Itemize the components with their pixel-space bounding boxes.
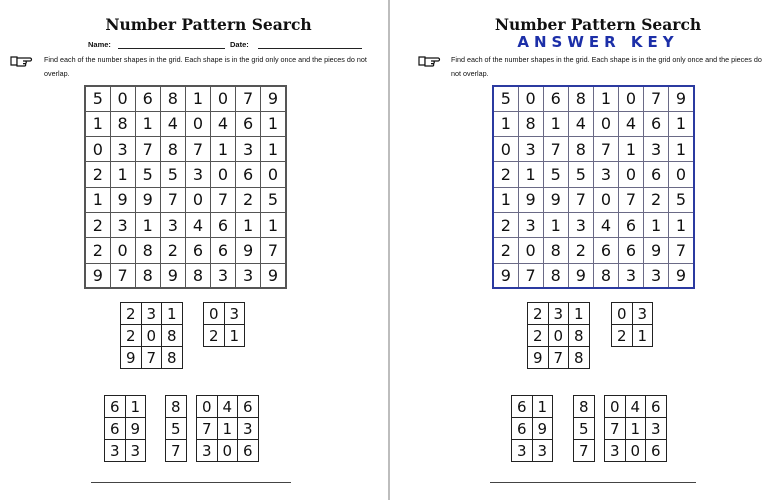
grid-cell: 1 (569, 303, 590, 325)
grid-cell: 1 (543, 111, 568, 136)
grid-cell: 2 (236, 187, 261, 212)
grid-cell: 0 (625, 440, 646, 462)
grid-cell: 6 (236, 162, 261, 187)
grid-cell: 1 (493, 187, 518, 212)
grid-cell: 0 (493, 137, 518, 162)
grid-cell: 4 (618, 111, 643, 136)
grid-cell: 6 (238, 440, 259, 462)
grid-cell: 0 (210, 86, 235, 111)
grid-cell: 6 (543, 86, 568, 111)
name-line[interactable] (118, 48, 225, 49)
grid-cell: 4 (210, 111, 235, 136)
grid-row (105, 440, 146, 462)
grid-row (121, 325, 183, 347)
grid-cell: 5 (135, 162, 160, 187)
grid-cell: 2 (528, 325, 549, 347)
grid-row (85, 263, 286, 288)
grid-cell: 9 (493, 263, 518, 288)
grid-cell: 0 (593, 187, 618, 212)
grid-cell: 2 (493, 212, 518, 237)
grid-cell: 0 (605, 396, 626, 418)
grid-cell: 3 (110, 212, 135, 237)
grid-cell: 6 (105, 396, 126, 418)
grid-cell: 9 (644, 238, 669, 263)
grid-cell: 2 (528, 303, 549, 325)
grid-cell: 7 (197, 418, 218, 440)
grid-cell: 3 (236, 263, 261, 288)
shape-e (604, 395, 667, 462)
grid-cell: 1 (618, 137, 643, 162)
grid-row (493, 86, 694, 111)
grid-row (204, 325, 245, 347)
grid-cell: 0 (518, 86, 543, 111)
grid-row (493, 137, 694, 162)
grid-cell: 8 (160, 137, 185, 162)
grid-cell: 7 (644, 86, 669, 111)
grid-cell: 2 (85, 212, 110, 237)
grid-row (197, 396, 259, 418)
grid-cell: 6 (512, 418, 533, 440)
grid-cell: 4 (593, 212, 618, 237)
grid-cell: 7 (669, 238, 694, 263)
grid-row (105, 396, 146, 418)
grid-row (512, 418, 553, 440)
grid-cell: 1 (593, 86, 618, 111)
grid-row (197, 418, 259, 440)
grid-cell: 5 (568, 162, 593, 187)
grid-cell: 7 (185, 137, 210, 162)
grid-cell: 3 (644, 137, 669, 162)
answer-key-label: ANSWER KEY (517, 33, 679, 51)
grid-cell: 7 (261, 238, 286, 263)
grid-row (574, 396, 595, 418)
grid-row (574, 440, 595, 462)
grid-cell: 8 (593, 263, 618, 288)
grid-cell: 3 (185, 162, 210, 187)
grid-cell: 4 (185, 212, 210, 237)
grid-cell: 6 (644, 111, 669, 136)
grid-cell: 3 (518, 137, 543, 162)
shape-b (203, 302, 245, 347)
grid-cell: 3 (512, 440, 533, 462)
grid-cell: 3 (224, 303, 245, 325)
grid-cell: 1 (518, 162, 543, 187)
grid-cell: 5 (261, 187, 286, 212)
grid-cell: 1 (185, 86, 210, 111)
grid-cell: 9 (110, 187, 135, 212)
grid-row (493, 238, 694, 263)
grid-cell: 3 (644, 263, 669, 288)
grid-row (85, 212, 286, 237)
grid-cell: 8 (110, 111, 135, 136)
grid-cell: 9 (568, 263, 593, 288)
worksheet-title: Number Pattern Search (494, 15, 702, 34)
grid-cell: 6 (185, 238, 210, 263)
shape-e (196, 395, 259, 462)
grid-cell: 2 (612, 325, 633, 347)
grid-cell: 6 (512, 396, 533, 418)
grid-cell: 8 (162, 325, 183, 347)
shape-d (573, 395, 595, 462)
grid-cell: 3 (105, 440, 126, 462)
grid-cell: 0 (217, 440, 238, 462)
grid-cell: 5 (160, 162, 185, 187)
grid-cell: 2 (85, 238, 110, 263)
grid-cell: 0 (210, 162, 235, 187)
grid-cell: 8 (568, 137, 593, 162)
grid-row (512, 440, 553, 462)
date-label: Date: (230, 40, 249, 49)
grid-cell: 2 (644, 187, 669, 212)
grid-cell: 1 (493, 111, 518, 136)
grid-cell: 0 (618, 86, 643, 111)
grid-cell: 6 (646, 396, 667, 418)
grid-cell: 6 (105, 418, 126, 440)
grid-cell: 9 (261, 86, 286, 111)
grid-cell: 9 (669, 86, 694, 111)
grid-cell: 3 (197, 440, 218, 462)
grid-cell: 9 (518, 187, 543, 212)
grid-cell: 3 (646, 418, 667, 440)
grid-cell: 3 (593, 162, 618, 187)
grid-cell: 5 (669, 187, 694, 212)
name-label: Name: (88, 40, 111, 49)
grid-cell: 6 (593, 238, 618, 263)
grid-cell: 7 (210, 187, 235, 212)
grid-cell: 1 (669, 212, 694, 237)
grid-cell: 1 (110, 162, 135, 187)
grid-row (197, 440, 259, 462)
grid-cell: 1 (135, 111, 160, 136)
grid-row (166, 440, 187, 462)
grid-cell: 9 (125, 418, 146, 440)
grid-cell: 3 (618, 263, 643, 288)
shape-a (120, 302, 183, 369)
grid-cell: 7 (518, 263, 543, 288)
grid-cell: 8 (135, 238, 160, 263)
grid-cell: 0 (261, 162, 286, 187)
grid-row (512, 396, 553, 418)
grid-cell: 8 (569, 347, 590, 369)
grid-cell: 8 (543, 238, 568, 263)
grid-cell: 0 (518, 238, 543, 263)
grid-cell: 3 (125, 440, 146, 462)
shape-a (527, 302, 590, 369)
grid-cell: 1 (532, 396, 553, 418)
grid-cell: 0 (593, 111, 618, 136)
grid-cell: 1 (85, 111, 110, 136)
grid-row (85, 86, 286, 111)
grid-cell: 9 (135, 187, 160, 212)
grid-cell: 6 (618, 238, 643, 263)
worksheet-title: Number Pattern Search (105, 15, 312, 34)
grid-row (121, 303, 183, 325)
grid-cell: 4 (160, 111, 185, 136)
grid-cell: 3 (548, 303, 569, 325)
grid-row (85, 111, 286, 136)
grid-cell: 1 (669, 111, 694, 136)
grid-row (166, 418, 187, 440)
grid-cell: 6 (646, 440, 667, 462)
grid-row (605, 440, 667, 462)
grid-cell: 6 (236, 111, 261, 136)
number-grid (84, 85, 287, 289)
grid-cell: 5 (85, 86, 110, 111)
grid-cell: 5 (543, 162, 568, 187)
grid-cell: 8 (166, 396, 187, 418)
grid-cell: 2 (121, 303, 142, 325)
grid-row (85, 187, 286, 212)
answer-line (490, 482, 696, 483)
pointing-hand-icon (418, 54, 442, 68)
grid-cell: 3 (605, 440, 626, 462)
instructions-text: Find each of the number shapes in the grid. Each shape is in the grid only once and the pieces do not overlap. (44, 55, 367, 78)
grid-cell: 0 (141, 325, 162, 347)
grid-cell: 7 (618, 187, 643, 212)
pointing-hand-icon (10, 54, 34, 68)
grid-row (605, 418, 667, 440)
grid-cell: 7 (593, 137, 618, 162)
grid-cell: 4 (625, 396, 646, 418)
grid-cell: 3 (110, 137, 135, 162)
grid-cell: 6 (210, 212, 235, 237)
grid-cell: 9 (543, 187, 568, 212)
grid-row (493, 162, 694, 187)
grid-cell: 0 (612, 303, 633, 325)
grid-cell: 1 (261, 137, 286, 162)
grid-cell: 1 (543, 212, 568, 237)
grid-row (493, 111, 694, 136)
number-grid (492, 85, 695, 289)
grid-cell: 7 (141, 347, 162, 369)
answer-key-page (390, 0, 778, 500)
grid-row (605, 396, 667, 418)
grid-row (493, 212, 694, 237)
grid-cell: 6 (135, 86, 160, 111)
grid-row (105, 418, 146, 440)
grid-cell: 3 (532, 440, 553, 462)
grid-cell: 7 (236, 86, 261, 111)
grid-cell: 3 (236, 137, 261, 162)
grid-row (85, 238, 286, 263)
grid-cell: 2 (160, 238, 185, 263)
grid-cell: 8 (568, 86, 593, 111)
grid-row (612, 325, 653, 347)
grid-row (493, 187, 694, 212)
grid-cell: 1 (644, 212, 669, 237)
grid-cell: 4 (217, 396, 238, 418)
grid-cell: 1 (210, 137, 235, 162)
grid-cell: 0 (185, 111, 210, 136)
grid-cell: 1 (217, 418, 238, 440)
grid-row (574, 418, 595, 440)
grid-row (85, 137, 286, 162)
grid-row (612, 303, 653, 325)
date-line[interactable] (258, 48, 362, 49)
grid-cell: 2 (493, 162, 518, 187)
grid-cell: 3 (141, 303, 162, 325)
grid-cell: 3 (518, 212, 543, 237)
grid-cell: 9 (236, 238, 261, 263)
grid-cell: 6 (644, 162, 669, 187)
grid-cell: 6 (210, 238, 235, 263)
grid-cell: 7 (160, 187, 185, 212)
grid-cell: 9 (160, 263, 185, 288)
grid-cell: 1 (625, 418, 646, 440)
grid-cell: 7 (135, 137, 160, 162)
grid-row (204, 303, 245, 325)
grid-cell: 0 (669, 162, 694, 187)
grid-cell: 9 (669, 263, 694, 288)
grid-cell: 7 (605, 418, 626, 440)
grid-cell: 0 (197, 396, 218, 418)
grid-cell: 1 (261, 111, 286, 136)
grid-cell: 9 (261, 263, 286, 288)
grid-cell: 2 (493, 238, 518, 263)
grid-cell: 7 (110, 263, 135, 288)
grid-cell: 3 (238, 418, 259, 440)
grid-cell: 2 (121, 325, 142, 347)
grid-cell: 5 (166, 418, 187, 440)
grid-cell: 2 (85, 162, 110, 187)
grid-cell: 2 (204, 325, 225, 347)
grid-cell: 7 (543, 137, 568, 162)
grid-cell: 7 (166, 440, 187, 462)
grid-cell: 3 (632, 303, 653, 325)
grid-cell: 9 (528, 347, 549, 369)
grid-cell: 1 (669, 137, 694, 162)
grid-cell: 8 (135, 263, 160, 288)
grid-cell: 8 (518, 111, 543, 136)
shape-b (611, 302, 653, 347)
grid-cell: 0 (548, 325, 569, 347)
grid-row (528, 347, 590, 369)
grid-cell: 7 (568, 187, 593, 212)
grid-cell: 0 (618, 162, 643, 187)
grid-cell: 1 (632, 325, 653, 347)
grid-cell: 8 (543, 263, 568, 288)
grid-cell: 3 (160, 212, 185, 237)
grid-cell: 0 (110, 86, 135, 111)
shape-c (511, 395, 553, 462)
grid-cell: 5 (493, 86, 518, 111)
grid-row (528, 303, 590, 325)
grid-row (121, 347, 183, 369)
shape-d (165, 395, 187, 462)
grid-cell: 3 (210, 263, 235, 288)
grid-row (528, 325, 590, 347)
grid-cell: 0 (204, 303, 225, 325)
grid-cell: 1 (224, 325, 245, 347)
grid-cell: 1 (85, 187, 110, 212)
grid-cell: 1 (261, 212, 286, 237)
grid-cell: 6 (618, 212, 643, 237)
grid-cell: 5 (574, 418, 595, 440)
shape-c (104, 395, 146, 462)
grid-cell: 8 (162, 347, 183, 369)
grid-cell: 8 (160, 86, 185, 111)
grid-cell: 3 (568, 212, 593, 237)
grid-cell: 7 (548, 347, 569, 369)
grid-cell: 0 (85, 137, 110, 162)
grid-cell: 8 (569, 325, 590, 347)
grid-cell: 8 (574, 396, 595, 418)
grid-cell: 9 (85, 263, 110, 288)
grid-cell: 7 (574, 440, 595, 462)
grid-cell: 1 (125, 396, 146, 418)
instructions-text: Find each of the number shapes in the grid. Each shape is in the grid only once and the pieces do not overlap. (451, 55, 762, 78)
grid-row (166, 396, 187, 418)
grid-cell: 9 (532, 418, 553, 440)
answer-line (91, 482, 291, 483)
grid-cell: 0 (185, 187, 210, 212)
grid-cell: 6 (238, 396, 259, 418)
grid-row (85, 162, 286, 187)
grid-cell: 1 (162, 303, 183, 325)
grid-cell: 8 (185, 263, 210, 288)
grid-cell: 0 (110, 238, 135, 263)
grid-cell: 9 (121, 347, 142, 369)
grid-row (493, 263, 694, 288)
grid-cell: 4 (568, 111, 593, 136)
grid-cell: 2 (568, 238, 593, 263)
grid-cell: 1 (135, 212, 160, 237)
grid-cell: 1 (236, 212, 261, 237)
